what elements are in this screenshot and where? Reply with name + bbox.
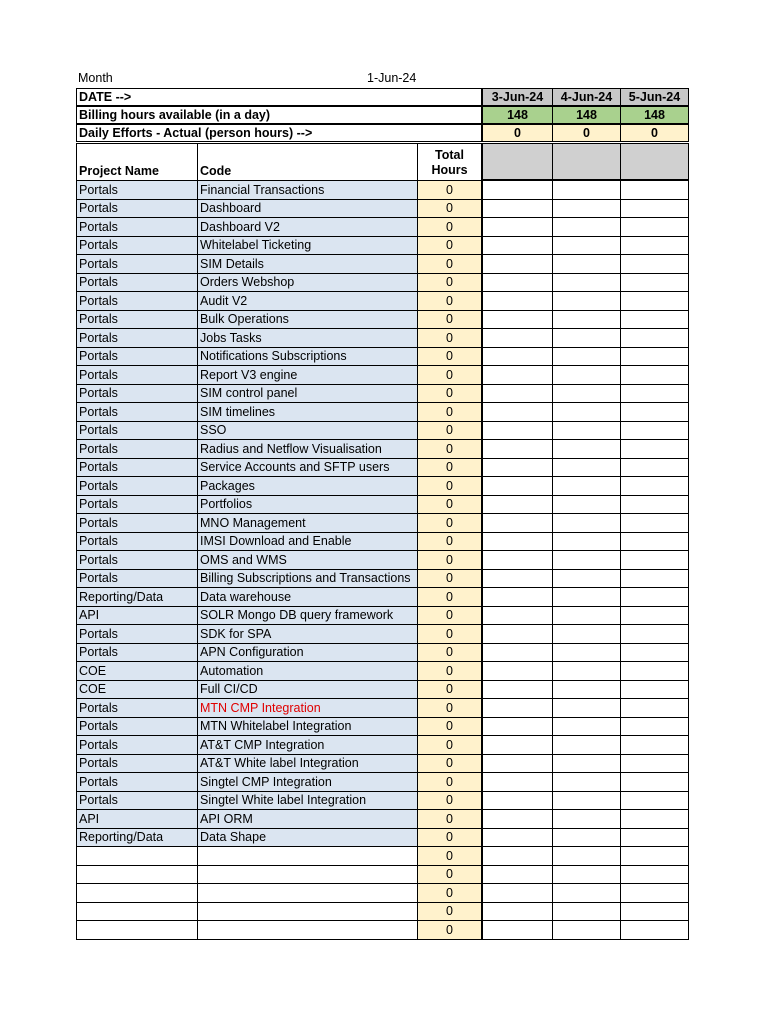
day-hours-cell-2[interactable]: [552, 180, 621, 200]
day-hours-cell-1[interactable]: [482, 291, 553, 311]
code-cell[interactable]: MTN CMP Integration: [197, 698, 418, 718]
day-hours-cell-1[interactable]: [482, 236, 553, 255]
day-hours-cell-1[interactable]: [482, 717, 553, 736]
day-hours-cell-2[interactable]: [552, 772, 621, 792]
code-cell[interactable]: Report V3 engine: [197, 365, 418, 385]
day-hours-cell-3[interactable]: [620, 698, 689, 718]
code-cell[interactable]: APN Configuration: [197, 643, 418, 662]
day-hours-cell-2[interactable]: [552, 254, 621, 274]
project-name-cell[interactable]: Portals: [76, 643, 198, 662]
code-cell[interactable]: SDK for SPA: [197, 624, 418, 644]
day-hours-cell-3[interactable]: [620, 828, 689, 847]
day-hours-cell-1[interactable]: [482, 606, 553, 625]
day-hours-cell-1[interactable]: [482, 569, 553, 588]
total-hours-cell[interactable]: 0: [417, 254, 482, 274]
billing-row-label-cell[interactable]: [76, 106, 482, 124]
day-hours-cell-2[interactable]: [552, 846, 621, 866]
day-hours-cell-1[interactable]: [482, 310, 553, 329]
day-hours-cell-2[interactable]: [552, 199, 621, 218]
day-hours-cell-1[interactable]: [482, 513, 553, 533]
project-name-cell[interactable]: Portals: [76, 458, 198, 477]
day-hours-cell-2[interactable]: [552, 754, 621, 773]
project-name-cell[interactable]: Portals: [76, 698, 198, 718]
code-cell[interactable]: [197, 920, 418, 940]
day-hours-cell-3[interactable]: [620, 661, 689, 681]
day-hours-cell-1[interactable]: [482, 846, 553, 866]
day-hours-cell-2[interactable]: [552, 421, 621, 440]
total-hours-cell[interactable]: 0: [417, 661, 482, 681]
project-name-cell[interactable]: Reporting/Data: [76, 828, 198, 847]
total-hours-cell[interactable]: 0: [417, 920, 482, 940]
efforts-row-label: Daily Efforts - Actual (person hours) -->: [79, 126, 313, 140]
day-hours-cell-1[interactable]: [482, 883, 553, 903]
total-hours-cell[interactable]: 0: [417, 754, 482, 773]
project-name-cell[interactable]: Portals: [76, 254, 198, 274]
day-hours-cell-1[interactable]: [482, 458, 553, 477]
code-cell[interactable]: Financial Transactions: [197, 180, 418, 200]
day-hours-cell-2[interactable]: [552, 217, 621, 237]
day-hours-cell-3[interactable]: [620, 273, 689, 292]
day-hours-cell-2[interactable]: [552, 476, 621, 496]
total-hours-cell[interactable]: 0: [417, 883, 482, 903]
day-hours-cell-1[interactable]: [482, 643, 553, 662]
code-cell[interactable]: Data Shape: [197, 828, 418, 847]
day-hours-cell-2[interactable]: [552, 310, 621, 329]
code-cell[interactable]: IMSI Download and Enable: [197, 532, 418, 551]
total-hours-cell[interactable]: 0: [417, 828, 482, 847]
project-name-cell[interactable]: [76, 846, 198, 866]
code-cell[interactable]: SIM control panel: [197, 384, 418, 403]
code-cell[interactable]: Jobs Tasks: [197, 328, 418, 348]
date-header-3[interactable]: 5-Jun-24: [620, 88, 689, 106]
project-name-cell[interactable]: [76, 920, 198, 940]
day-hours-cell-3[interactable]: [620, 865, 689, 884]
total-hours-cell[interactable]: 0: [417, 606, 482, 625]
code-cell[interactable]: [197, 846, 418, 866]
total-hours-cell[interactable]: 0: [417, 717, 482, 736]
code-cell[interactable]: SSO: [197, 421, 418, 440]
day-hours-cell-2[interactable]: [552, 532, 621, 551]
day-hours-cell-2[interactable]: [552, 495, 621, 514]
day-hours-cell-2[interactable]: [552, 606, 621, 625]
day-hours-cell-1[interactable]: [482, 550, 553, 570]
day-hours-cell-3[interactable]: [620, 513, 689, 533]
day-hours-cell-2[interactable]: [552, 439, 621, 459]
day-hours-cell-3[interactable]: [620, 717, 689, 736]
total-hours-cell[interactable]: 0: [417, 476, 482, 496]
project-name-cell[interactable]: API: [76, 606, 198, 625]
project-name-cell[interactable]: [76, 902, 198, 921]
billing-hours-cell-2[interactable]: 148: [552, 106, 621, 124]
day-hours-cell-3[interactable]: [620, 365, 689, 385]
project-name-cell[interactable]: Portals: [76, 476, 198, 496]
day-hours-cell-3[interactable]: [620, 402, 689, 422]
project-name-cell[interactable]: Portals: [76, 328, 198, 348]
project-name-cell[interactable]: Portals: [76, 569, 198, 588]
day-hours-cell-2[interactable]: [552, 791, 621, 810]
code-header[interactable]: [197, 143, 418, 181]
day-hours-cell-3[interactable]: [620, 384, 689, 403]
day-hours-cell-3[interactable]: [620, 421, 689, 440]
project-name-cell[interactable]: Portals: [76, 772, 198, 792]
day-hours-cell-2[interactable]: [552, 365, 621, 385]
total-hours-header-line1: Total: [435, 148, 464, 162]
total-hours-cell[interactable]: 0: [417, 310, 482, 329]
day-hours-cell-3[interactable]: [620, 439, 689, 459]
project-name-cell[interactable]: Portals: [76, 384, 198, 403]
total-hours-cell[interactable]: 0: [417, 532, 482, 551]
total-hours-cell[interactable]: 0: [417, 624, 482, 644]
project-name-cell[interactable]: Portals: [76, 754, 198, 773]
day-hours-cell-2[interactable]: [552, 698, 621, 718]
day-hours-cell-3[interactable]: [620, 550, 689, 570]
code-cell[interactable]: Packages: [197, 476, 418, 496]
day-hours-cell-3[interactable]: [620, 791, 689, 810]
project-name-cell[interactable]: Portals: [76, 421, 198, 440]
code-cell[interactable]: Data warehouse: [197, 587, 418, 607]
code-cell[interactable]: OMS and WMS: [197, 550, 418, 570]
total-hours-cell[interactable]: 0: [417, 236, 482, 255]
total-hours-cell[interactable]: 0: [417, 365, 482, 385]
day-hours-cell-2[interactable]: [552, 550, 621, 570]
code-cell[interactable]: MNO Management: [197, 513, 418, 533]
day-hours-cell-3[interactable]: [620, 236, 689, 255]
code-cell[interactable]: AT&T White label Integration: [197, 754, 418, 773]
code-cell[interactable]: Dashboard V2: [197, 217, 418, 237]
code-cell[interactable]: Automation: [197, 661, 418, 681]
project-name-cell[interactable]: Portals: [76, 180, 198, 200]
day-hours-cell-1[interactable]: [482, 532, 553, 551]
day-hours-cell-1[interactable]: [482, 698, 553, 718]
project-name-cell[interactable]: Portals: [76, 347, 198, 366]
day-hours-cell-1[interactable]: [482, 199, 553, 218]
day-hours-cell-2[interactable]: [552, 624, 621, 644]
total-hours-cell[interactable]: 0: [417, 735, 482, 755]
day-hours-cell-1[interactable]: [482, 902, 553, 921]
code-cell[interactable]: Orders Webshop: [197, 273, 418, 292]
day-hours-cell-2[interactable]: [552, 902, 621, 921]
project-name-cell[interactable]: COE: [76, 680, 198, 699]
day-hours-cell-2[interactable]: [552, 828, 621, 847]
effort-hours-cell-1[interactable]: 0: [482, 124, 553, 142]
total-hours-cell[interactable]: 0: [417, 291, 482, 311]
day-hours-cell-2[interactable]: [552, 735, 621, 755]
code-cell[interactable]: Portfolios: [197, 495, 418, 514]
total-hours-cell[interactable]: 0: [417, 495, 482, 514]
day-hours-cell-1[interactable]: [482, 754, 553, 773]
date-row-label: DATE -->: [79, 90, 132, 104]
day-hours-cell-3[interactable]: [620, 347, 689, 366]
total-hours-cell[interactable]: 0: [417, 550, 482, 570]
day-hours-cell-2[interactable]: [552, 809, 621, 829]
total-hours-header[interactable]: [417, 143, 482, 181]
total-hours-cell[interactable]: 0: [417, 402, 482, 422]
day-hours-cell-3[interactable]: [620, 606, 689, 625]
day-hours-cell-1[interactable]: [482, 587, 553, 607]
project-name-cell[interactable]: Portals: [76, 236, 198, 255]
total-hours-cell[interactable]: 0: [417, 902, 482, 921]
day-hours-cell-1[interactable]: [482, 735, 553, 755]
project-name-cell[interactable]: Portals: [76, 310, 198, 329]
total-hours-cell[interactable]: 0: [417, 217, 482, 237]
day-hours-cell-3[interactable]: [620, 199, 689, 218]
total-hours-cell[interactable]: 0: [417, 643, 482, 662]
project-name-cell[interactable]: Portals: [76, 624, 198, 644]
day-hours-cell-1[interactable]: [482, 920, 553, 940]
project-name-header[interactable]: [76, 143, 198, 181]
day-hours-cell-3[interactable]: [620, 310, 689, 329]
total-hours-cell[interactable]: 0: [417, 846, 482, 866]
effort-hours-cell-2[interactable]: 0: [552, 124, 621, 142]
day-hours-cell-3[interactable]: [620, 846, 689, 866]
day-hours-cell-1[interactable]: [482, 365, 553, 385]
day-hours-cell-1[interactable]: [482, 809, 553, 829]
day-hours-cell-1[interactable]: [482, 347, 553, 366]
day-hours-cell-2[interactable]: [552, 458, 621, 477]
date-column-header-blank-3[interactable]: [620, 143, 689, 180]
project-name-cell[interactable]: Portals: [76, 217, 198, 237]
day-hours-cell-1[interactable]: [482, 421, 553, 440]
day-hours-cell-2[interactable]: [552, 402, 621, 422]
code-cell[interactable]: Whitelabel Ticketing: [197, 236, 418, 255]
day-hours-cell-1[interactable]: [482, 495, 553, 514]
project-name-cell[interactable]: API: [76, 809, 198, 829]
total-hours-cell[interactable]: 0: [417, 865, 482, 884]
date-column-header-blank-2[interactable]: [552, 143, 621, 180]
project-name-cell[interactable]: Portals: [76, 199, 198, 218]
code-cell[interactable]: Dashboard: [197, 199, 418, 218]
project-name-cell[interactable]: Reporting/Data: [76, 587, 198, 607]
day-hours-cell-3[interactable]: [620, 495, 689, 514]
day-hours-cell-1[interactable]: [482, 661, 553, 681]
total-hours-cell[interactable]: 0: [417, 680, 482, 699]
code-cell[interactable]: Radius and Netflow Visualisation: [197, 439, 418, 459]
billing-row-label: Billing hours available (in a day): [79, 108, 271, 122]
project-name-cell[interactable]: Portals: [76, 495, 198, 514]
code-cell[interactable]: SIM timelines: [197, 402, 418, 422]
code-cell[interactable]: [197, 883, 418, 903]
day-hours-cell-3[interactable]: [620, 902, 689, 921]
project-name-cell[interactable]: Portals: [76, 532, 198, 551]
project-name-cell[interactable]: Portals: [76, 717, 198, 736]
project-name-cell[interactable]: [76, 883, 198, 903]
project-name-cell[interactable]: Portals: [76, 402, 198, 422]
date-row-label-cell[interactable]: [76, 88, 482, 106]
code-cell[interactable]: AT&T CMP Integration: [197, 735, 418, 755]
billing-hours-cell-1[interactable]: 148: [482, 106, 553, 124]
day-hours-cell-3[interactable]: [620, 883, 689, 903]
day-hours-cell-1[interactable]: [482, 273, 553, 292]
code-cell[interactable]: Notifications Subscriptions: [197, 347, 418, 366]
day-hours-cell-3[interactable]: [620, 643, 689, 662]
day-hours-cell-2[interactable]: [552, 661, 621, 681]
day-hours-cell-3[interactable]: [620, 772, 689, 792]
day-hours-cell-3[interactable]: [620, 291, 689, 311]
code-cell[interactable]: MTN Whitelabel Integration: [197, 717, 418, 736]
total-hours-cell[interactable]: 0: [417, 328, 482, 348]
day-hours-cell-2[interactable]: [552, 883, 621, 903]
code-cell[interactable]: Singtel CMP Integration: [197, 772, 418, 792]
code-cell[interactable]: [197, 902, 418, 921]
efforts-row-label-cell[interactable]: [76, 124, 482, 142]
day-hours-cell-1[interactable]: [482, 328, 553, 348]
code-cell[interactable]: API ORM: [197, 809, 418, 829]
project-name-cell[interactable]: Portals: [76, 791, 198, 810]
total-hours-header-line2: Hours: [431, 163, 468, 177]
day-hours-cell-3[interactable]: [620, 569, 689, 588]
day-hours-cell-2[interactable]: [552, 643, 621, 662]
day-hours-cell-1[interactable]: [482, 680, 553, 699]
day-hours-cell-2[interactable]: [552, 347, 621, 366]
day-hours-cell-3[interactable]: [620, 754, 689, 773]
total-hours-cell[interactable]: 0: [417, 384, 482, 403]
total-hours-cell[interactable]: 0: [417, 772, 482, 792]
day-hours-cell-2[interactable]: [552, 236, 621, 255]
day-hours-cell-3[interactable]: [620, 735, 689, 755]
project-name-cell[interactable]: Portals: [76, 735, 198, 755]
day-hours-cell-3[interactable]: [620, 476, 689, 496]
code-cell[interactable]: Bulk Operations: [197, 310, 418, 329]
total-hours-cell[interactable]: 0: [417, 809, 482, 829]
day-hours-cell-3[interactable]: [620, 328, 689, 348]
day-hours-cell-2[interactable]: [552, 569, 621, 588]
day-hours-cell-3[interactable]: [620, 180, 689, 200]
day-hours-cell-3[interactable]: [620, 532, 689, 551]
total-hours-cell[interactable]: 0: [417, 421, 482, 440]
code-cell[interactable]: Singtel White label Integration: [197, 791, 418, 810]
day-hours-cell-2[interactable]: [552, 865, 621, 884]
code-cell[interactable]: SOLR Mongo DB query framework: [197, 606, 418, 625]
day-hours-cell-2[interactable]: [552, 328, 621, 348]
project-name-cell[interactable]: COE: [76, 661, 198, 681]
day-hours-cell-2[interactable]: [552, 587, 621, 607]
code-cell[interactable]: Service Accounts and SFTP users: [197, 458, 418, 477]
total-hours-cell[interactable]: 0: [417, 587, 482, 607]
project-name-cell[interactable]: Portals: [76, 550, 198, 570]
date-header-1[interactable]: 3-Jun-24: [482, 88, 553, 106]
total-hours-cell[interactable]: 0: [417, 199, 482, 218]
day-hours-cell-1[interactable]: [482, 624, 553, 644]
total-hours-cell[interactable]: 0: [417, 439, 482, 459]
project-name-cell[interactable]: Portals: [76, 513, 198, 533]
day-hours-cell-3[interactable]: [620, 587, 689, 607]
code-cell[interactable]: [197, 865, 418, 884]
day-hours-cell-3[interactable]: [620, 254, 689, 274]
day-hours-cell-1[interactable]: [482, 439, 553, 459]
code-cell[interactable]: Full CI/CD: [197, 680, 418, 699]
total-hours-cell[interactable]: 0: [417, 347, 482, 366]
month-label: Month: [78, 71, 113, 85]
day-hours-cell-1[interactable]: [482, 772, 553, 792]
day-hours-cell-1[interactable]: [482, 828, 553, 847]
month-value[interactable]: 1-Jun-24: [367, 71, 417, 85]
project-name-cell[interactable]: Portals: [76, 273, 198, 292]
effort-hours-cell-3[interactable]: 0: [620, 124, 689, 142]
total-hours-cell[interactable]: 0: [417, 273, 482, 292]
day-hours-cell-3[interactable]: [620, 680, 689, 699]
day-hours-cell-2[interactable]: [552, 273, 621, 292]
day-hours-cell-1[interactable]: [482, 180, 553, 200]
date-column-header-blank-1[interactable]: [482, 143, 553, 180]
day-hours-cell-3[interactable]: [620, 458, 689, 477]
day-hours-cell-2[interactable]: [552, 384, 621, 403]
date-header-2[interactable]: 4-Jun-24: [552, 88, 621, 106]
day-hours-cell-1[interactable]: [482, 254, 553, 274]
day-hours-cell-1[interactable]: [482, 476, 553, 496]
code-cell[interactable]: Audit V2: [197, 291, 418, 311]
code-cell[interactable]: Billing Subscriptions and Transactions: [197, 569, 418, 588]
day-hours-cell-3[interactable]: [620, 624, 689, 644]
total-hours-cell[interactable]: 0: [417, 180, 482, 200]
project-name-cell[interactable]: Portals: [76, 439, 198, 459]
total-hours-cell[interactable]: 0: [417, 698, 482, 718]
project-name-cell[interactable]: Portals: [76, 365, 198, 385]
day-hours-cell-2[interactable]: [552, 680, 621, 699]
day-hours-cell-2[interactable]: [552, 513, 621, 533]
day-hours-cell-2[interactable]: [552, 717, 621, 736]
day-hours-cell-2[interactable]: [552, 920, 621, 940]
day-hours-cell-1[interactable]: [482, 402, 553, 422]
code-cell[interactable]: SIM Details: [197, 254, 418, 274]
day-hours-cell-1[interactable]: [482, 791, 553, 810]
code-header-label: Code: [200, 164, 232, 178]
day-hours-cell-1[interactable]: [482, 217, 553, 237]
total-hours-cell[interactable]: 0: [417, 791, 482, 810]
total-hours-cell[interactable]: 0: [417, 513, 482, 533]
billing-hours-cell-3[interactable]: 148: [620, 106, 689, 124]
day-hours-cell-1[interactable]: [482, 865, 553, 884]
project-name-cell[interactable]: Portals: [76, 291, 198, 311]
day-hours-cell-1[interactable]: [482, 384, 553, 403]
total-hours-cell[interactable]: 0: [417, 458, 482, 477]
day-hours-cell-3[interactable]: [620, 217, 689, 237]
project-name-cell[interactable]: [76, 865, 198, 884]
day-hours-cell-3[interactable]: [620, 809, 689, 829]
project-name-header-label: Project Name: [79, 164, 159, 178]
day-hours-cell-3[interactable]: [620, 920, 689, 940]
total-hours-cell[interactable]: 0: [417, 569, 482, 588]
day-hours-cell-2[interactable]: [552, 291, 621, 311]
